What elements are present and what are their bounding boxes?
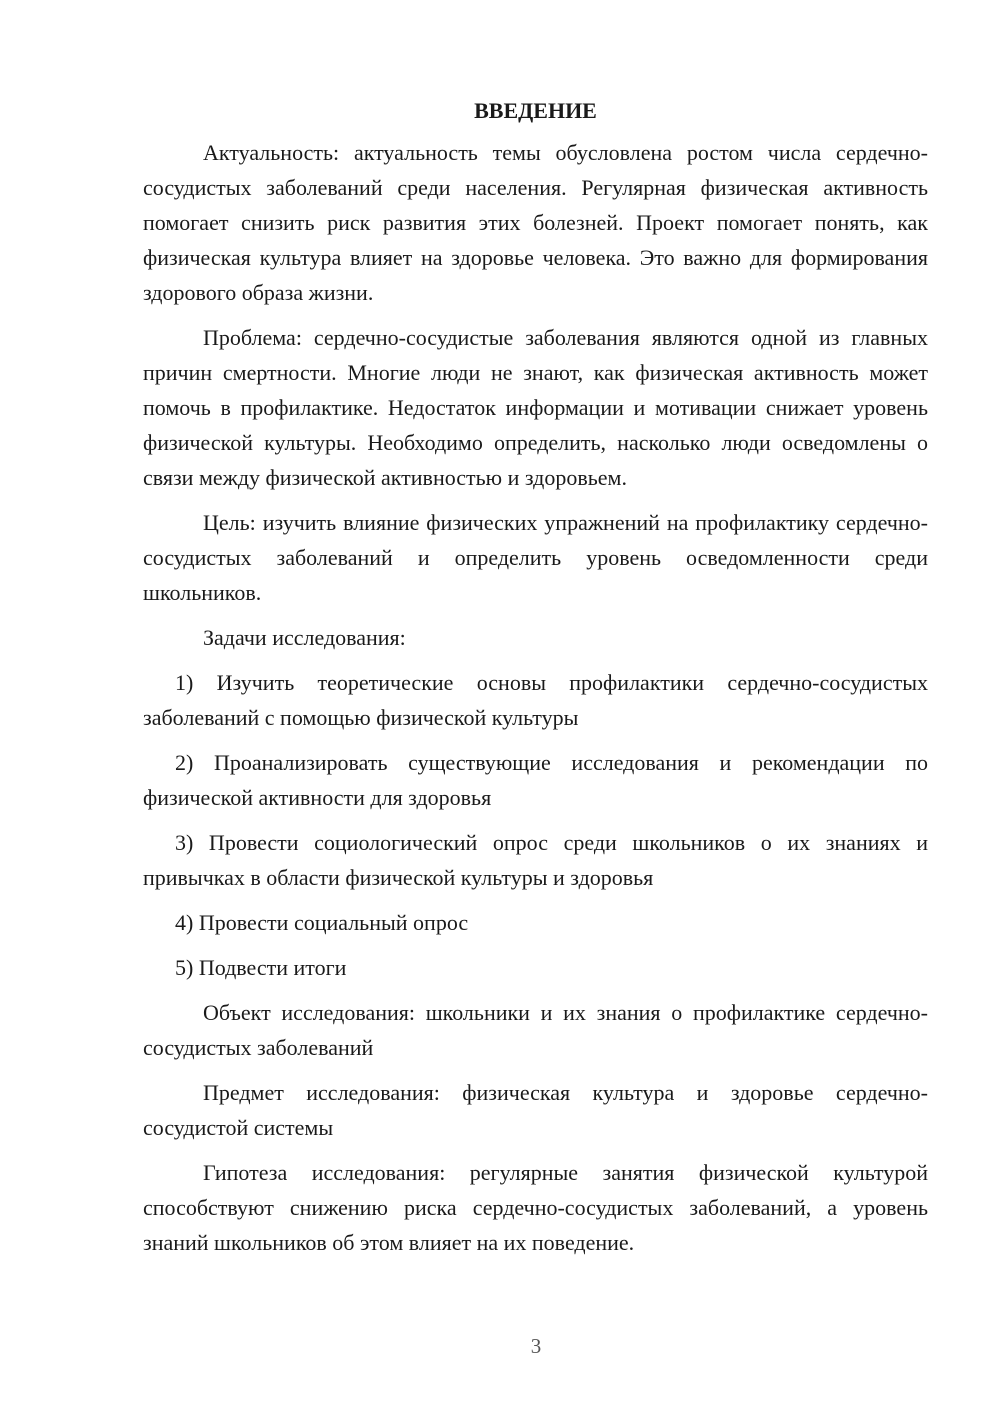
tasks-heading: Задачи исследования: — [203, 625, 406, 650]
page-title: ВВЕДЕНИЕ — [474, 98, 597, 123]
page-content — [143, 96, 928, 1270]
task-item: 4) Провести социальный опрос — [175, 910, 469, 935]
task-item: 1) Изучить теоретические основы профилактики сердечно-сосудистых заболеваний с помощью физической культуры — [143, 670, 928, 730]
task-item: 5) Подвести итоги — [175, 955, 347, 980]
problem-paragraph: Проблема: сердечно-сосудистые заболевания являются одной из главных причин смертности. Многие люди не знают, как физическая активность может помочь в профилактике. Недостаток информации и мотивации снижает уровень физической культуры. Необходимо определить, насколько люди осведомлены о связи между физической активностью и здоровьем. — [143, 325, 928, 490]
hypothesis-paragraph: Гипотеза исследования: регулярные занятия физической культурой способствуют снижению риска сердечно-сосудистых заболеваний, а уровень знаний школьников об этом влияет на их поведение. — [143, 1160, 928, 1255]
page-number: 3 — [530, 1334, 542, 1358]
goal-paragraph: Цель: изучить влияние физических упражнений на профилактику сердечно-сосудистых заболеваний и определить уровень осведомленности среди школьников. — [143, 510, 928, 605]
task-item: 3) Провести социологический опрос среди школьников о их знаниях и привычках в области физической культуры и здоровья — [143, 830, 928, 890]
subject-paragraph: Предмет исследования: физическая культура и здоровье сердечно-сосудистой системы — [143, 1080, 928, 1140]
object-paragraph: Объект исследования: школьники и их знания о профилактике сердечно-сосудистых заболеваний — [143, 1000, 928, 1060]
task-item: 2) Проанализировать существующие исследования и рекомендации по физической активности для здоровья — [143, 750, 928, 810]
relevance-paragraph: Актуальность: актуальность темы обусловлена ростом числа сердечно-сосудистых заболеваний среди населения. Регулярная физическая активность помогает снизить риск развития этих болезней. Проект помогает понять, как физическая культура влияет на здоровье человека. Это важно для формирования здорового образа жизни. — [143, 140, 928, 305]
